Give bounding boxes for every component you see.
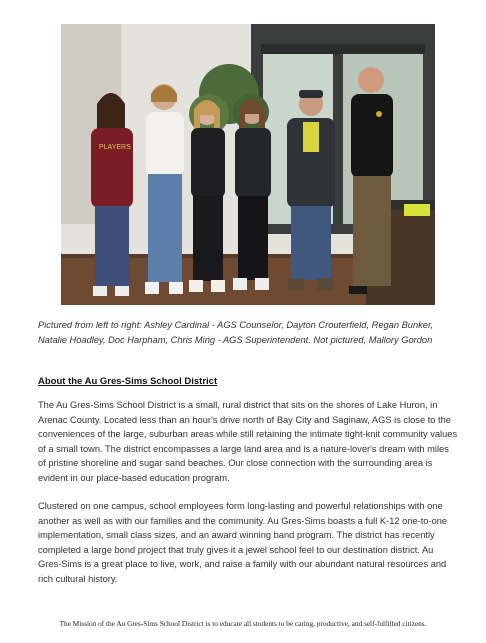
shirt-text: PLAYERS	[99, 144, 131, 151]
photo-caption: Pictured from left to right: Ashley Cardinal - AGS Counselor, Dayton Crouterfield, Regan Bunker, Natalie Hoadley, Doc Harpham, Chris Ming - AGS Superintendent. Not pictured, Mallory Gordon	[38, 320, 434, 345]
group-photo	[61, 24, 435, 305]
about-paragraph-1: The Au Gres-Sims School District is a small, rural district that sits on the shores of Lake Huron, in Arenac County. Located less than an hour's drive north of Bay City and Saginaw, AGS is close to the conveniences of the large, suburban areas while still retaining the intimate tight-knit community values of a small town. The district encompasses a large land area and is a nature-lover's dream with miles of pristine shoreline and sugar sand beaches. Our close connection with the surrounding area is evident in our place-based education program.	[38, 400, 458, 483]
group-photo-illustration	[61, 24, 435, 305]
section-heading: About the Au Gres-Sims School District	[38, 376, 218, 387]
mission-footer: The Mission of the Au Gres-Sims School District is to educate all students to be caring, productive, and self-fulfilled citizens.	[59, 619, 427, 628]
about-paragraph-2: Clustered on one campus, school employees form long-lasting and powerful relationships with one another as well as with our families and the community. Au Gres-Sims boasts a full K-12 one-to-one implementation, small class sizes, and an award winning band program. The district has recently completed a large bond project that truly gives it a jewel school feel to our destination district. Au Gres-Sims is a great place to live, work, and raise a family with our abundant natural resources and rich cultural history.	[38, 501, 448, 584]
